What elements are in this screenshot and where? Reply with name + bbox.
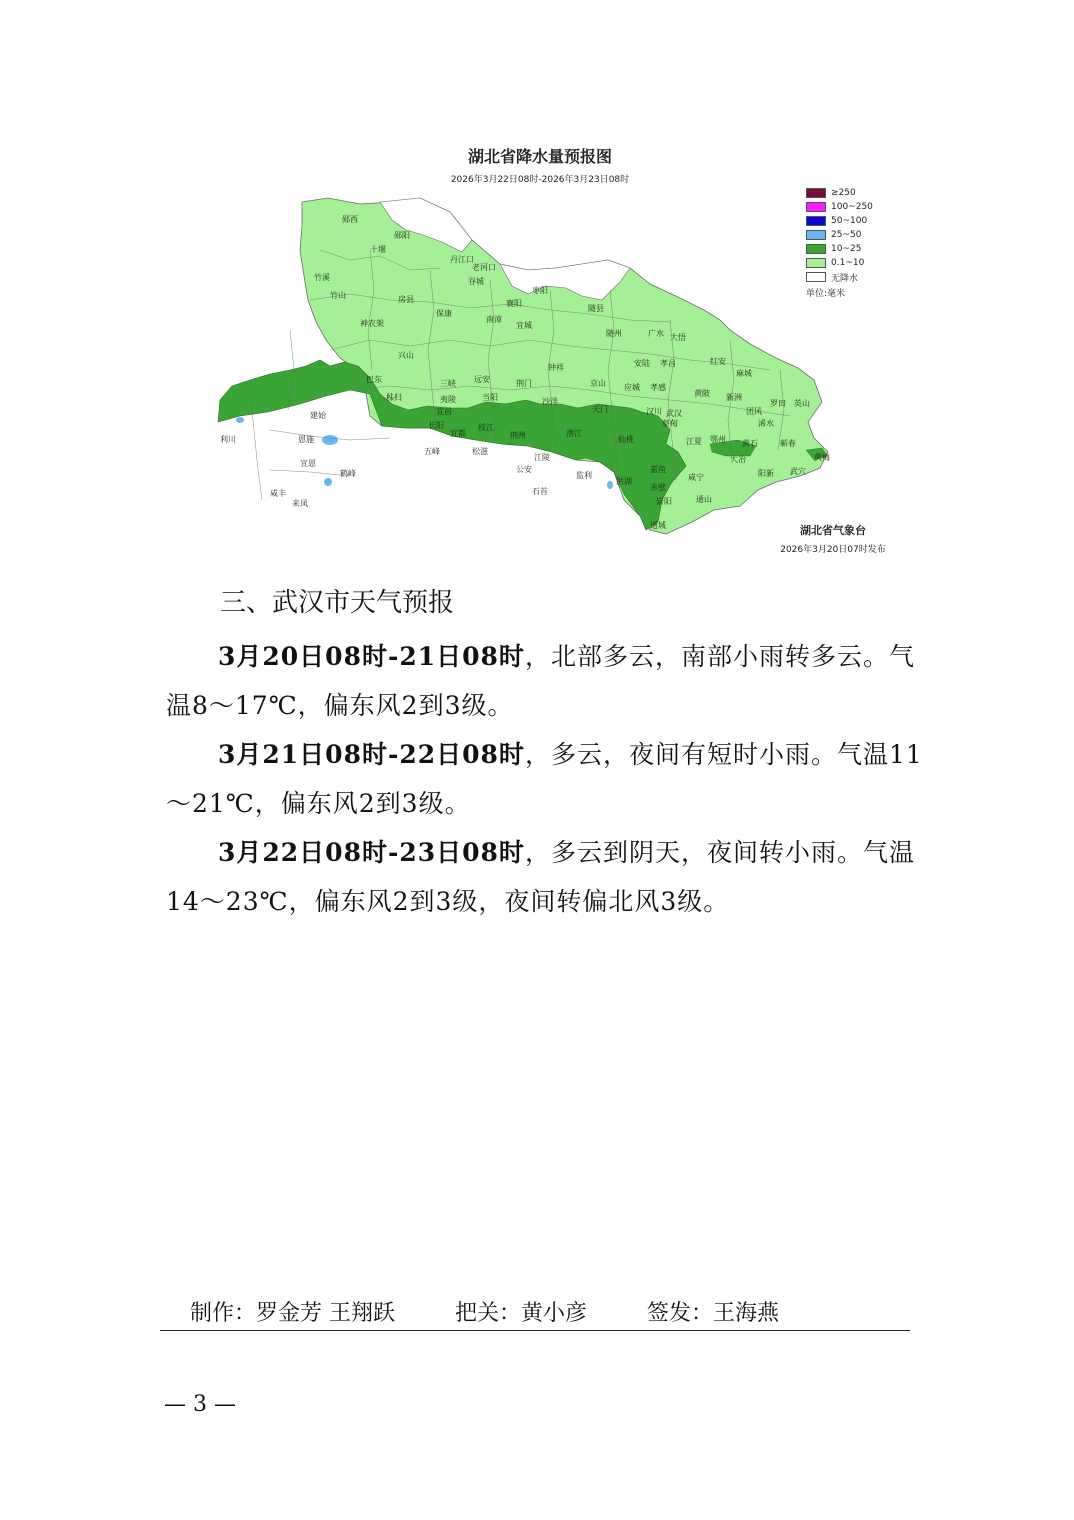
- credits: [190, 1296, 779, 1327]
- city-label: 恩施: [298, 435, 314, 444]
- credit-producer: 制作：罗金芳 王翔跃: [190, 1301, 395, 1326]
- section-heading: 三、武汉市天气预报: [220, 588, 455, 618]
- city-label: 宣恩: [300, 459, 316, 468]
- city-label: 公安: [516, 465, 532, 474]
- forecast-text: ，多云到阴天，夜间转小雨。气温14～23℃，偏东风2到3级，夜间转偏北风3级。: [166, 838, 915, 916]
- city-label: 宜城: [516, 321, 532, 330]
- legend-item: [806, 200, 873, 214]
- city-label: 天门: [592, 405, 608, 414]
- legend-item: [806, 214, 873, 228]
- city-label: 荆门: [516, 379, 532, 388]
- legend-item: [806, 270, 873, 284]
- city-label: 襄阳: [506, 299, 522, 308]
- city-label: 松滋: [472, 447, 488, 456]
- city-label: 江夏: [686, 437, 702, 446]
- lake: [607, 481, 613, 489]
- legend-swatch: [806, 230, 826, 240]
- lake: [324, 478, 332, 486]
- city-label: 建始: [310, 411, 326, 420]
- city-label: 黄石: [742, 439, 758, 448]
- city-label: 随州: [606, 329, 622, 338]
- legend-label: 25~50: [831, 230, 862, 240]
- city-label: 大冶: [730, 455, 746, 464]
- city-label: 宜都: [450, 429, 466, 438]
- legend-item: [806, 228, 873, 242]
- city-label: 秭归: [386, 393, 402, 402]
- city-label: 老河口: [472, 263, 496, 272]
- legend-label: 50~100: [831, 216, 868, 226]
- forecast-period: 3月20日08时-21日08时: [218, 642, 525, 671]
- city-label: 荆州: [510, 431, 526, 440]
- city-label: 蔡甸: [662, 419, 678, 428]
- lake: [322, 435, 338, 445]
- city-label: 嘉鱼: [650, 465, 666, 474]
- forecast-period: 3月22日08时-23日08时: [218, 838, 525, 867]
- city-label: 麻城: [736, 369, 752, 378]
- city-label: 红安: [710, 357, 726, 366]
- city-label: 仙桃: [618, 435, 634, 444]
- city-label: 武穴: [790, 467, 806, 476]
- city-label: 十堰: [370, 245, 386, 254]
- city-label: 武汉: [666, 409, 682, 418]
- legend-label: 100~250: [831, 202, 873, 212]
- city-label: 郧西: [342, 215, 358, 224]
- city-label: 洪湖: [616, 477, 632, 486]
- city-label: 新洲: [726, 393, 742, 402]
- legend-item: [806, 242, 873, 256]
- city-label: 丹江口: [450, 255, 474, 264]
- forecast-paragraph: [166, 632, 926, 730]
- legend-label: ≥250: [831, 188, 856, 198]
- city-label: 郧阳: [394, 231, 410, 240]
- city-label: 监利: [576, 471, 592, 480]
- city-label: 来凤: [292, 499, 308, 508]
- city-label: 枣阳: [532, 286, 548, 295]
- map-period: 2026年3月22日08时-2026年3月23日08时: [450, 175, 630, 185]
- legend-label: 0.1~10: [831, 258, 865, 268]
- city-label: 钟祥: [548, 363, 564, 372]
- city-label: 蕲春: [780, 439, 796, 448]
- city-label: 咸丰: [270, 489, 286, 498]
- city-label: 通城: [650, 521, 666, 530]
- lake: [236, 417, 244, 423]
- legend-swatch: [806, 202, 826, 212]
- forecast-paragraph: [166, 828, 926, 926]
- city-label: 三峡: [440, 379, 456, 388]
- city-label: 兴山: [398, 351, 414, 360]
- city-label: 黄梅: [814, 453, 830, 462]
- city-label: 宜昌: [436, 407, 452, 416]
- credit-signer: 签发：王海燕: [647, 1301, 780, 1326]
- forecast-period: 3月21日08时-22日08时: [218, 740, 525, 769]
- city-label: 神农架: [360, 319, 384, 328]
- city-label: 应城: [624, 383, 640, 392]
- city-label: 远安: [474, 375, 490, 384]
- city-label: 谷城: [468, 277, 484, 286]
- legend-swatch: [806, 188, 826, 198]
- city-label: 汉川: [646, 407, 662, 416]
- legend-label: 10~25: [831, 244, 862, 254]
- city-label: 阳新: [758, 469, 774, 478]
- city-label: 利川: [220, 435, 236, 444]
- city-label: 安陆: [634, 359, 650, 368]
- legend-item: [806, 186, 873, 200]
- city-label: 京山: [590, 379, 606, 388]
- city-label: 江陵: [534, 453, 550, 462]
- city-label: 孝昌: [660, 359, 676, 368]
- city-label: 长阳: [428, 421, 444, 430]
- city-label: 房县: [398, 295, 414, 304]
- city-label: 沙洋: [542, 397, 558, 406]
- map-issued-time: 2026年3月20日07时发布: [780, 545, 886, 555]
- city-label: 竹山: [330, 291, 346, 300]
- city-label: 黄陂: [694, 389, 710, 398]
- city-label: 赤壁: [650, 483, 666, 492]
- legend-swatch: [806, 258, 826, 268]
- city-label: 南漳: [486, 315, 502, 324]
- legend-item: [806, 256, 873, 270]
- city-label: 大悟: [670, 333, 686, 342]
- city-label: 广水: [648, 329, 664, 338]
- legend-unit: 单位:毫米: [806, 289, 846, 299]
- city-label: 当阳: [482, 393, 498, 402]
- city-label: 竹溪: [314, 273, 330, 282]
- city-label: 孝感: [650, 383, 666, 392]
- city-label: 枝江: [478, 423, 494, 432]
- city-label: 团风: [746, 407, 762, 416]
- map-issuer: 湖北省气象台: [800, 524, 866, 537]
- city-label: 随县: [588, 304, 604, 313]
- city-label: 咸宁: [688, 473, 704, 482]
- precipitation-forecast-map: [210, 140, 910, 560]
- city-label: 浠水: [758, 419, 774, 428]
- map-title: 湖北省降水量预报图: [467, 147, 612, 166]
- city-label: 英山: [794, 399, 810, 408]
- city-label: 潜江: [566, 429, 582, 438]
- city-label: 鄂州: [710, 435, 726, 444]
- legend-swatch: [806, 216, 826, 226]
- city-label: 通山: [696, 495, 712, 504]
- map-legend: [806, 186, 873, 299]
- city-label: 罗田: [770, 399, 786, 408]
- city-label: 巴东: [366, 375, 382, 384]
- legend-swatch: [806, 244, 826, 254]
- city-label: 崇阳: [656, 497, 672, 506]
- city-label: 夷陵: [440, 395, 456, 404]
- city-label: 五峰: [424, 447, 440, 456]
- forecast-text: ，北部多云，南部小雨转多云。气温8～17℃，偏东风2到3级。: [166, 642, 915, 720]
- legend-label: 无降水: [831, 273, 859, 284]
- city-label: 鹤峰: [340, 469, 356, 478]
- forecast-text: ，多云，夜间有短时小雨。气温11～21℃，偏东风2到3级。: [166, 740, 923, 818]
- city-label: 保康: [436, 309, 452, 318]
- city-label: 石首: [532, 487, 548, 496]
- legend-swatch: [806, 272, 826, 282]
- divider: [160, 1330, 910, 1331]
- forecast-paragraph: [166, 730, 926, 828]
- hubei-map: [210, 190, 850, 550]
- credit-reviewer: 把关：黄小彦: [455, 1301, 588, 1326]
- page-number: — 3 —: [164, 1392, 236, 1417]
